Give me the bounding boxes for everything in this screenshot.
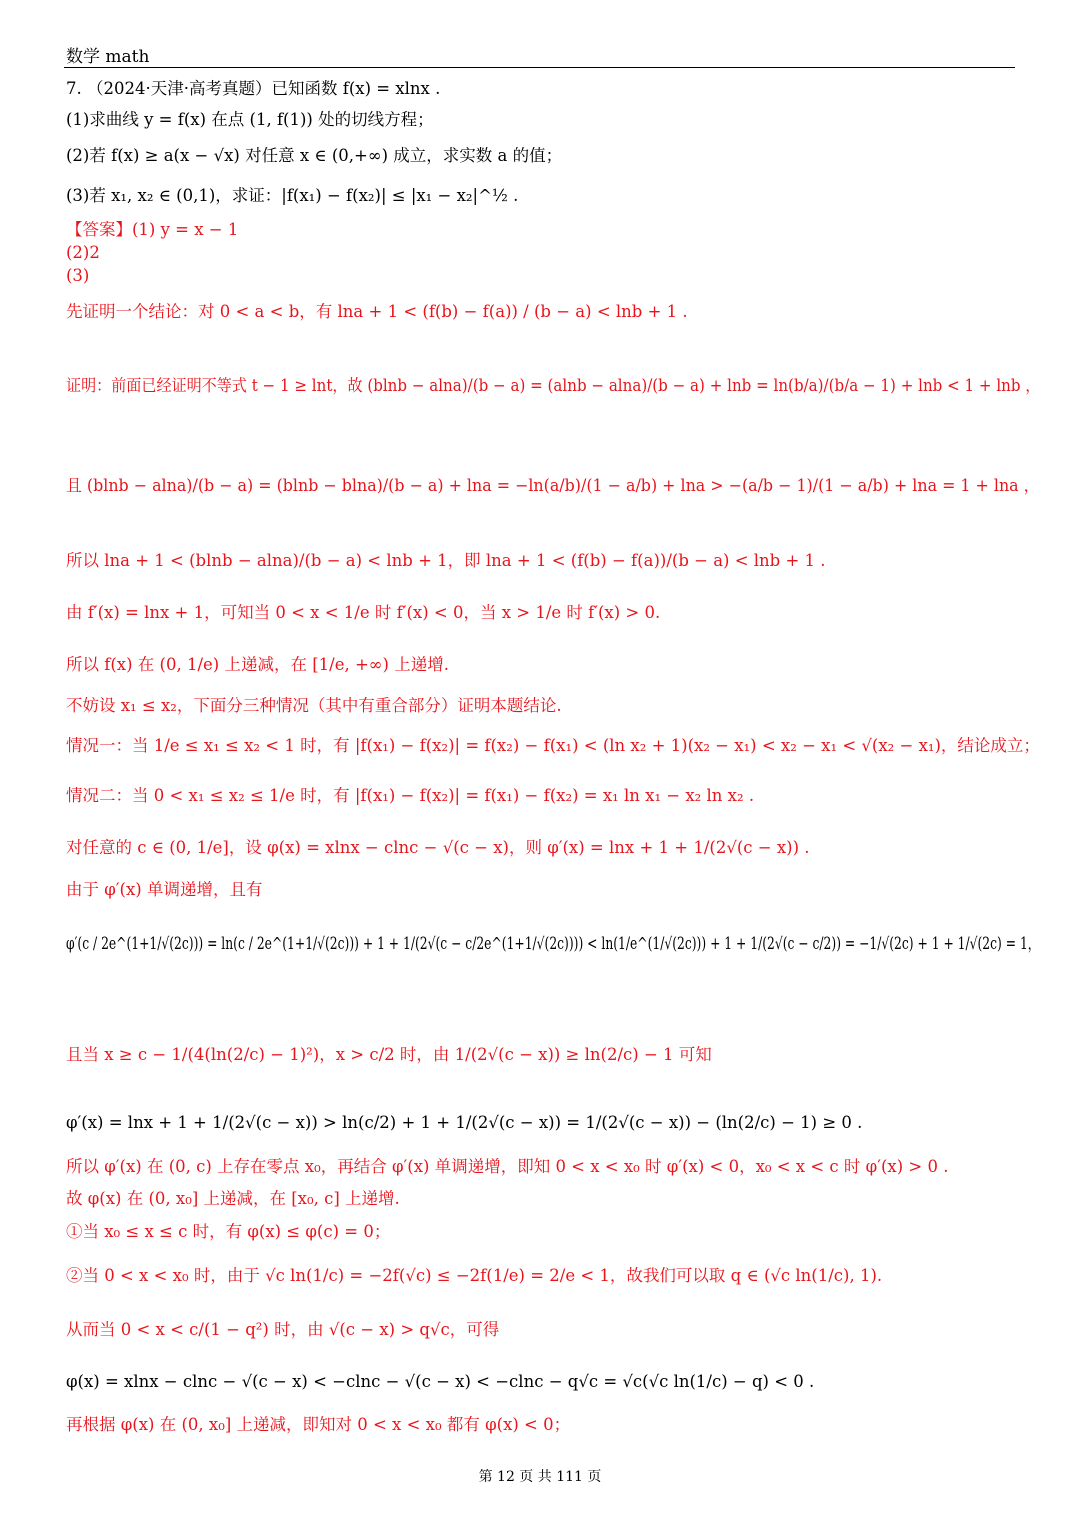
content-line: φ′(x) = lnx + 1 + 1/(2√(c − x)) > ln(c/2) + 1 + 1/(2√(c − x)) = 1/(2√(c − x)) − (ln(2/c) − 1) ≥ 0 . [66,1113,863,1132]
content-line: (2)若 f(x) ≥ a(x − √x) 对任意 x ∈ (0,+∞) 成立，求实数 a 的值； [66,146,563,165]
content-line: 所以 φ′(x) 在 (0, c) 上存在零点 x₀，再结合 φ′(x) 单调递增，即知 0 < x < x₀ 时 φ′(x) < 0，x₀ < x < c 时 φ′(x) > 0 . [66,1157,949,1176]
page-header: 数学 math [66,47,150,67]
content-line: 所以 lna + 1 < (blnb − alna)/(b − a) < lnb + 1，即 lna + 1 < (f(b) − f(a))/(b − a) < lnb + 1 . [66,551,826,570]
content-line: φ(x) = xlnx − clnc − √(c − x) < −clnc − √(c − x) < −clnc − q√c = √c(√c ln(1/c) − q) < 0 . [66,1372,815,1391]
content-line: 所以 f(x) 在 (0, 1/e) 上递减，在 [1/e, +∞) 上递增. [66,655,449,674]
content-line: (3) [66,266,90,285]
page-footer: 第 12 页 共 111 页 [478,1469,602,1485]
content-line: 不妨设 x₁ ≤ x₂，下面分三种情况（其中有重合部分）证明本题结论. [66,696,562,715]
content-line: 【答案】(1) y = x − 1 [66,220,239,239]
content-line: 先证明一个结论：对 0 < a < b，有 lna + 1 < (f(b) − f(a)) / (b − a) < lnb + 1 . [66,302,688,321]
content-line: ②当 0 < x < x₀ 时，由于 √c ln(1/c) = −2f(√c) ≤ −2f(1/e) = 2/e < 1，故我们可以取 q ∈ (√c ln(1/c), 1). [66,1266,883,1285]
content-line: 由 f′(x) = lnx + 1，可知当 0 < x < 1/e 时 f′(x) < 0，当 x > 1/e 时 f′(x) > 0. [66,603,661,622]
content-line: 对任意的 c ∈ (0, 1/e]，设 φ(x) = xlnx − clnc − √(c − x)，则 φ′(x) = lnx + 1 + 1/(2√(c − x)) . [66,838,810,857]
content-line: 情况二：当 0 < x₁ ≤ x₂ ≤ 1/e 时，有 |f(x₁) − f(x₂)| = f(x₁) − f(x₂) = x₁ ln x₁ − x₂ ln x₂ . [66,786,755,805]
content-line: ①当 x₀ ≤ x ≤ c 时，有 φ(x) ≤ φ(c) = 0； [66,1222,391,1241]
content-line: (3)若 x₁, x₂ ∈ (0,1)，求证：|f(x₁) − f(x₂)| ≤ |x₁ − x₂|^½ . [66,186,519,205]
content-line: (2)2 [66,243,100,262]
content-line: 从而当 0 < x < c/(1 − q²) 时，由 √(c − x) > q√c，可得 [66,1320,500,1339]
content-line: 再根据 φ(x) 在 (0, x₀] 上递减，即知对 0 < x < x₀ 都有 φ(x) < 0； [66,1415,571,1434]
content-line: (1)求曲线 y = f(x) 在点 (1, f(1)) 处的切线方程； [66,110,434,129]
content-line: 7. （2024·天津·高考真题）已知函数 f(x) = xlnx . [66,79,441,98]
content-line: 且 (blnb − alna)/(b − a) = (blnb − blna)/(b − a) + lna = −ln(a/b)/(1 − a/b) + lna > −(a/b − 1)/(1 − a/b) + lna = 1 + lna ， [66,476,1040,495]
content-line: φ′(c / 2e^(1+1/√(2c))) = ln(c / 2e^(1+1/√(2c))) + 1 + 1/(2√(c − c/2e^(1+1/√(2c)))) < ln(1/e^(1/√(2c))) + 1 + 1/(2√(c − c/2)) = −1/√(2c) + 1 + 1/√(2c) = 1， [66,934,1041,953]
content-line: 由于 φ′(x) 单调递增，且有 [66,880,263,899]
content-line: 情况一：当 1/e ≤ x₁ ≤ x₂ < 1 时，有 |f(x₁) − f(x₂)| = f(x₂) − f(x₁) < (ln x₂ + 1)(x₂ − x₁) < x₂ − x₁ < √(x₂ − x₁)，结论成立； [66,736,1040,755]
content-line: 故 φ(x) 在 (0, x₀] 上递减，在 [x₀, c] 上递增. [66,1189,400,1208]
content-line: 且当 x ≥ c − 1/(4(ln(2/c) − 1)²)，x > c/2 时，由 1/(2√(c − x)) ≥ ln(2/c) − 1 可知 [66,1045,712,1064]
content-line: 证明：前面已经证明不等式 t − 1 ≥ lnt，故 (blnb − alna)/(b − a) = (alnb − alna)/(b − a) + lnb = ln(b/a)/(b/a − 1) + lnb < 1 + lnb ， [66,376,1041,395]
header-rule [64,67,1015,68]
